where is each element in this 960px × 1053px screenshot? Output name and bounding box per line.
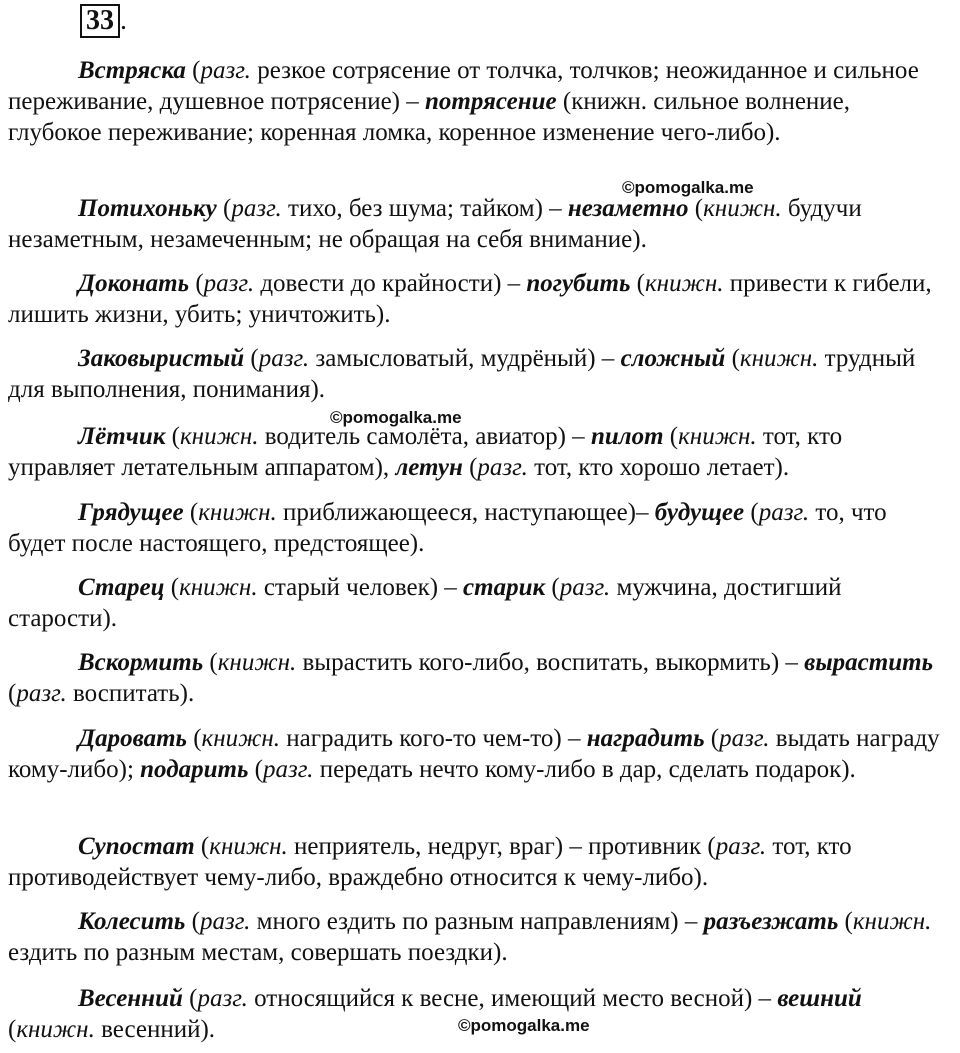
entry-text: (: [165, 423, 180, 450]
task-number-box: [80, 4, 120, 38]
task-number-value: 33: [86, 5, 114, 36]
entry-text: (: [244, 345, 259, 372]
watermark: ©pomogalka.me: [330, 408, 462, 427]
entry-synonym: погубить: [526, 270, 631, 297]
entry-synonym: будущее: [654, 499, 745, 526]
entry-note: книжн.: [198, 499, 277, 526]
entry-synonym: разъезжать: [703, 908, 839, 935]
entry-note: разг.: [197, 985, 248, 1012]
entry-text: выдать награду кому-либо);: [8, 725, 940, 783]
entry-supostat: [8, 831, 946, 893]
entry-synonym: подарить: [140, 756, 249, 783]
entry-text: (: [182, 985, 198, 1012]
entry-synonym: пилот: [590, 423, 664, 450]
entry-note: разг.: [719, 725, 770, 752]
entry-note: книжн.: [16, 1016, 95, 1043]
entry-text: (: [185, 57, 201, 84]
entry-note: книжн.: [678, 423, 757, 450]
entry-vskormit: [8, 647, 946, 709]
entry-text: вырастить кого-либо, воспитать, выкормить) –: [296, 649, 805, 676]
entry-synonym: сложный: [620, 345, 726, 372]
entry-text: тот, кто хорошо летает).: [527, 454, 790, 481]
entry-text: (: [744, 499, 759, 526]
entry-text: (: [183, 499, 199, 526]
entry-word: Потихоньку: [78, 195, 217, 222]
entry-synonym: вешний: [777, 985, 862, 1012]
entry-text: тихо, без шума; тайком) –: [281, 195, 568, 222]
entry-text: (: [216, 195, 232, 222]
entry-starets: [8, 572, 946, 634]
entry-note: разг.: [203, 270, 255, 297]
entry-word: Весенний: [78, 985, 183, 1012]
entry-word: Колесить: [78, 908, 186, 935]
entry-note: книжн.: [852, 908, 932, 935]
entry-word: Встряска: [78, 57, 186, 84]
entry-text: (: [630, 270, 645, 297]
entry-note: книжн.: [644, 270, 724, 297]
entry-word: Супостат: [78, 833, 195, 860]
entry-kolesit: [8, 906, 946, 968]
entry-text: (книжн. сильное волнение, глубокое переживание; коренная ломка, коренное изменение чего-либо).: [8, 88, 851, 146]
entry-text: (: [8, 680, 17, 707]
entry-note: книжн.: [703, 195, 782, 222]
entry-text: (: [203, 649, 218, 676]
entry-text: весенний).: [94, 1016, 216, 1043]
entry-note: разг.: [715, 833, 767, 860]
entry-note: книжн.: [209, 833, 288, 860]
entry-note: разг.: [758, 499, 810, 526]
entry-text: старый человек) –: [257, 574, 464, 601]
entry-word: Старец: [78, 574, 165, 601]
entry-gryadushchee: [8, 497, 946, 559]
entry-text: относящийся к весне, имеющий место весной) –: [247, 985, 778, 1012]
entry-note: книжн.: [179, 423, 259, 450]
entry-text: (: [462, 454, 478, 481]
entry-text: (: [838, 908, 853, 935]
entry-text: (: [8, 1016, 17, 1043]
entry-note: разг.: [199, 908, 251, 935]
entry-text: (: [663, 423, 679, 450]
entry-synonym: вырастить: [804, 649, 933, 676]
entry-text: трудный для выполнения, понимания).: [8, 345, 916, 403]
entry-text: привести к гибели, лишить жизни, убить; уничтожить).: [8, 270, 932, 328]
entry-synonym: потрясение: [425, 88, 557, 115]
entry-synonym: летун: [395, 454, 463, 481]
entry-note: разг.: [258, 345, 310, 372]
entry-text: (: [189, 270, 204, 297]
entry-note: разг.: [231, 195, 282, 222]
entry-text: (: [725, 345, 740, 372]
entry-word: Заковыристый: [78, 345, 245, 372]
watermark: ©pomogalka.me: [458, 1016, 590, 1035]
entry-text: водитель самолёта, авиатор) –: [258, 423, 591, 450]
entry-darovat: [8, 723, 946, 785]
entry-note: книжн.: [201, 725, 281, 752]
task-number-suffix: .: [120, 5, 127, 36]
entry-text: (: [704, 725, 720, 752]
entry-note: книжн.: [179, 574, 258, 601]
entry-text: будучи незаметным, незамеченным; не обращая на себя внимание).: [8, 195, 862, 253]
entry-text: то, что будет после настоящего, предстоящее).: [8, 499, 887, 557]
entry-text: много ездить по разным направлениям) –: [250, 908, 704, 935]
entry-dokonat: [8, 268, 946, 330]
entry-text: воспитать).: [66, 680, 195, 707]
entry-synonym: наградить: [586, 725, 705, 752]
entry-text: мужчина, достигший старости).: [8, 574, 842, 632]
entry-word: Грядущее: [78, 499, 184, 526]
entry-note: разг.: [263, 756, 314, 783]
entry-text: замысловатый, мудрёный) –: [309, 345, 621, 372]
entry-text: (: [185, 908, 200, 935]
entry-text: неприятель, недруг, враг) – противник (: [287, 833, 716, 860]
entry-vstryaska: [8, 55, 946, 148]
entry-text: довести до крайности) –: [254, 270, 527, 297]
entry-text: (: [164, 574, 180, 601]
entry-text: (: [186, 725, 202, 752]
entry-text: тот, кто управляет летательным аппаратом),: [8, 423, 843, 481]
entry-text: (: [688, 195, 704, 222]
entry-note: разг.: [200, 57, 251, 84]
entry-note: книжн.: [217, 649, 297, 676]
entry-text: передать нечто кому-либо в дар, сделать подарок).: [313, 756, 856, 783]
entry-potikhonku: [8, 193, 946, 255]
entry-letchik: [8, 421, 946, 483]
entry-synonym: старик: [463, 574, 546, 601]
entry-text: резкое сотрясение от толчка, толчков; неожиданное и сильное переживание, душевное потрясение) –: [8, 57, 919, 115]
entry-word: Лётчик: [78, 423, 166, 450]
entry-text: (: [194, 833, 210, 860]
entry-word: Даровать: [78, 725, 187, 752]
entry-text: наградить кого-то чем-то) –: [280, 725, 587, 752]
entry-text: тот, кто противодействует чему-либо, враждебно относится к чему-либо).: [8, 833, 852, 891]
entry-note: разг.: [559, 574, 611, 601]
entry-text: ездить по разным местам, совершать поездки).: [8, 939, 508, 966]
entry-note: разг.: [16, 680, 67, 707]
entry-word: Вскормить: [78, 649, 204, 676]
task-number: [80, 4, 127, 38]
entry-note: книжн.: [739, 345, 819, 372]
watermark: ©pomogalka.me: [622, 178, 754, 197]
entry-text: (: [545, 574, 560, 601]
entry-word: Доконать: [78, 270, 190, 297]
entry-synonym: незаметно: [567, 195, 689, 222]
entry-zakovyristy: [8, 343, 946, 405]
entry-text: (: [248, 756, 263, 783]
entry-text: приближающееся, наступающее)–: [276, 499, 655, 526]
entry-note: разг.: [477, 454, 528, 481]
